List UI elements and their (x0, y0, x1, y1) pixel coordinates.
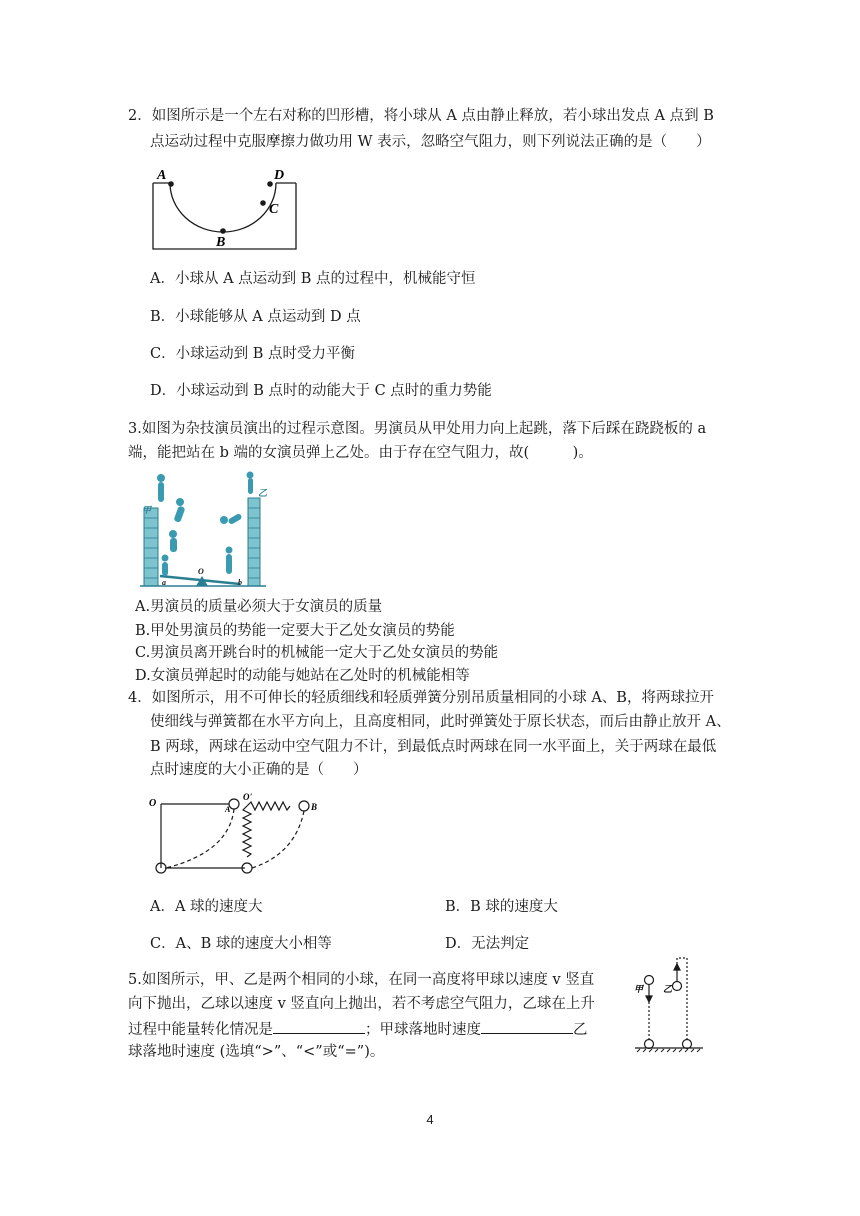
q4-label-o-prime: O' (243, 792, 252, 802)
q3-label-yi: 乙 (258, 488, 268, 498)
q5-label-yi: 乙 (663, 984, 673, 994)
q2-option-a: A．小球从 A 点运动到 B 点的过程中，机械能守恒 (150, 271, 476, 287)
q2-label-a: A (157, 168, 167, 183)
q5-line4: 球落地时速度 (选填“>”、“<”或“=”)。 (128, 1044, 385, 1060)
q5-line3 (128, 1021, 588, 1038)
q2-option-c: C．小球运动到 B 点时受力平衡 (150, 346, 355, 362)
q3-acrobat-figure (140, 468, 272, 588)
q3-stem-line2: 端，能把站在 b 端的女演员弹上乙处。由于存在空气阻力，故( )。 (128, 445, 593, 461)
q2-label-d: D (274, 168, 285, 183)
q5-label-jia: 甲 (634, 984, 644, 994)
q3-label-b: b (238, 578, 242, 587)
q4-option-a: A．A 球的速度大 (150, 899, 263, 915)
q2-ball-d (267, 181, 273, 187)
q4-label-b: B (311, 802, 318, 812)
q4-pendulum-figure (145, 792, 325, 877)
q3-option-b: B.甲处男演员的势能一定要大于乙处女演员的势能 (135, 623, 455, 639)
q5-line2: 向下抛出，乙球以速度 v 竖直向上抛出，若不考虑空气阻力，乙球在上升 (128, 996, 595, 1012)
q4-stem-line1: 4．如图所示，用不可伸长的轻质细线和轻质弹簧分别吊质量相同的小球 A、B，将两球拉开 (128, 690, 714, 706)
q4-label-o: O (149, 798, 157, 809)
q4-stem-line3: B 两球，两球在运动中空气阻力不计，到最低点时两球在同一水平面上，关于两球在最低 (150, 739, 717, 755)
q3-label-o: O (198, 567, 204, 576)
q2-option-d: D．小球运动到 B 点时的动能大于 C 点时的重力势能 (150, 383, 492, 399)
q5-line3-part3: 乙 (573, 1022, 588, 1038)
q2-ball-a (168, 181, 174, 187)
q4-stem-line4: 点时速度的大小正确的是（ ） (150, 762, 368, 778)
q4-option-d: D．无法判定 (445, 936, 530, 952)
q3-label-a: a (162, 578, 166, 587)
q3-label-jia: 甲 (142, 505, 152, 515)
q3-option-a: A.男演员的质量必须大于女演员的质量 (135, 599, 383, 615)
q2-stem-line1: 2．如图所示是一个左右对称的凹形槽，将小球从 A 点由静止释放，若小球出发点 A 点到 B (128, 108, 714, 124)
q5-line3-part1: 过程中能量转化情况是 (128, 1022, 273, 1038)
q3-stem-line1: 3.如图为杂技演员演出的过程示意图。男演员从甲处用力向上起跳，落下后踩在跷跷板的 a (128, 421, 707, 437)
q2-label-b: B (216, 235, 226, 250)
q2-option-b: B．小球能够从 A 点运动到 D 点 (150, 309, 361, 325)
page-number: 4 (426, 1112, 434, 1127)
q5-answer-blank-1[interactable] (273, 1021, 365, 1034)
q3-option-c: C.男演员离开跳台时的机械能一定大于乙处女演员的势能 (135, 645, 499, 661)
q2-stem-line2: 点运动过程中克服摩擦力做功用 W 表示，忽略空气阻力，则下列说法正确的是（ ） (150, 134, 711, 150)
q4-option-b: B．B 球的速度大 (445, 899, 558, 915)
q5-balls-figure (633, 952, 705, 1058)
q5-line3-part2: ；甲球落地时速度 (365, 1022, 481, 1038)
q2-ball-b (220, 228, 226, 234)
q4-option-c: C．A、B 球的速度大小相等 (150, 936, 332, 952)
q2-label-c: C (269, 202, 279, 217)
q2-ball-c (260, 200, 266, 206)
q5-answer-blank-2[interactable] (481, 1021, 573, 1034)
q5-line1: 5.如图所示，甲、乙是两个相同的小球，在同一高度将甲球以速度 v 竖直 (128, 972, 595, 988)
q4-stem-line2: 使细线与弹簧都在水平方向上，且高度相同，此时弹簧处于原长状态，而后由静止放开 A、 (150, 714, 731, 730)
q3-option-d: D.女演员弹起时的动能与她站在乙处时的机械能相等 (135, 668, 470, 684)
q2-groove-figure (150, 165, 300, 251)
q4-label-a: A (225, 805, 231, 814)
